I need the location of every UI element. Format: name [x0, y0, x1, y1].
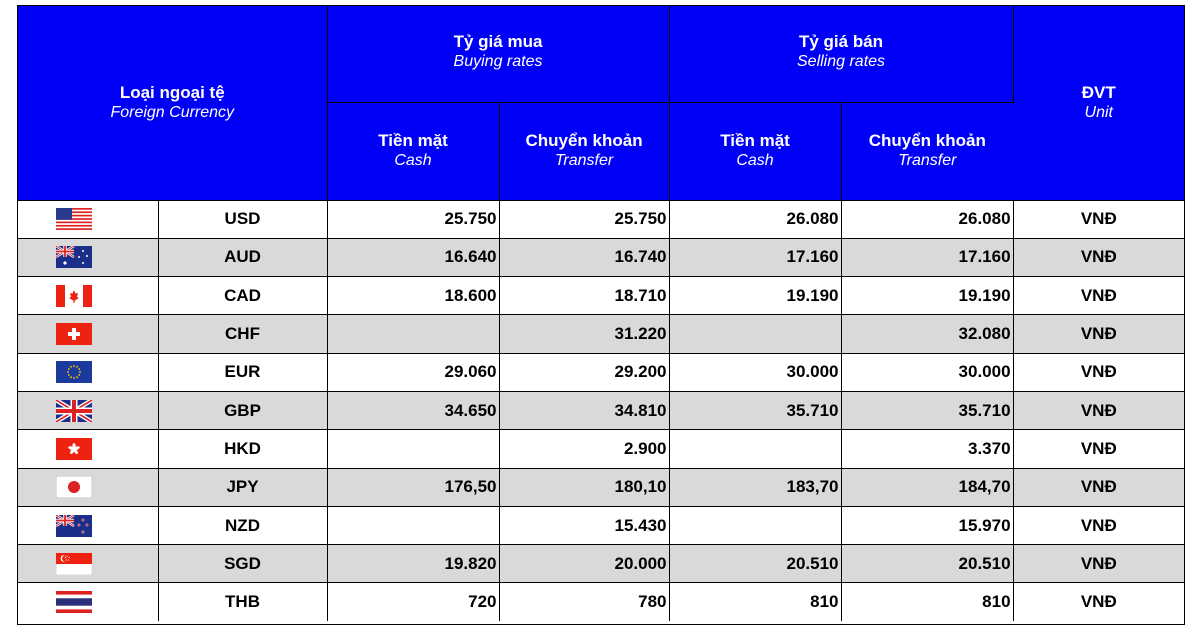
buy-transfer-value: 25.750 [499, 200, 669, 238]
header-unit-vi: ĐVT [1081, 82, 1116, 102]
header-buying-vi: Tỷ giá mua [453, 32, 543, 51]
header-sell-cash-vi: Tiền mặt [720, 131, 790, 150]
sell-transfer-value: 20.510 [841, 545, 1013, 583]
flag [18, 200, 158, 238]
sell-cash-value: 26.080 [669, 200, 841, 238]
table-row [18, 200, 1184, 238]
currency-code: NZD [158, 506, 327, 544]
header-currency-en: Foreign Currency [110, 103, 235, 121]
currency-code: JPY [158, 468, 327, 506]
unit-value: VNĐ [1013, 353, 1184, 391]
header-sell-cash-en: Cash [736, 152, 774, 169]
buy-cash-value: 176,50 [327, 468, 499, 506]
flag [18, 353, 158, 391]
flag [18, 277, 158, 315]
buy-cash-value: 720 [327, 583, 499, 621]
header-buying-en: Buying rates [453, 53, 543, 70]
sell-cash-value: 183,70 [669, 468, 841, 506]
flag [18, 430, 158, 468]
sell-transfer-value: 3.370 [841, 430, 1013, 468]
buy-transfer-value: 15.430 [499, 506, 669, 544]
buy-cash-value: 16.640 [327, 238, 499, 276]
ca-flag-icon [56, 285, 92, 307]
au-flag-icon [56, 246, 92, 268]
header-buy-transfer-en: Transfer [554, 152, 614, 169]
table-row [18, 315, 1184, 353]
header-buying-rates [327, 6, 669, 102]
header-sell-cash [669, 102, 841, 200]
sell-cash-value [669, 315, 841, 353]
header-buy-cash-en: Cash [394, 152, 432, 169]
exchange-rate-table-frame [17, 5, 1185, 625]
buy-cash-value [327, 506, 499, 544]
unit-value: VNĐ [1013, 506, 1184, 544]
currency-code: GBP [158, 391, 327, 429]
sell-cash-value [669, 430, 841, 468]
table-row [18, 430, 1184, 468]
buy-cash-value: 34.650 [327, 391, 499, 429]
header-buy-transfer-vi: Chuyển khoản [525, 131, 643, 150]
currency-code: AUD [158, 238, 327, 276]
header-sell-transfer [841, 102, 1013, 200]
header-selling-rates [669, 6, 1013, 102]
header-currency-vi: Loại ngoại tệ [119, 82, 225, 102]
header-unit [1013, 6, 1184, 200]
currency-code: CHF [158, 315, 327, 353]
buy-cash-value: 18.600 [327, 277, 499, 315]
header-selling-en: Selling rates [797, 53, 886, 70]
sell-cash-value: 19.190 [669, 277, 841, 315]
flag [18, 391, 158, 429]
sell-cash-value: 20.510 [669, 545, 841, 583]
sell-transfer-value: 26.080 [841, 200, 1013, 238]
buy-transfer-value: 180,10 [499, 468, 669, 506]
flag [18, 583, 158, 621]
unit-value: VNĐ [1013, 315, 1184, 353]
buy-cash-value: 19.820 [327, 545, 499, 583]
exchange-rate-table [18, 6, 1184, 621]
currency-code: USD [158, 200, 327, 238]
table-row [18, 583, 1184, 621]
sell-transfer-value: 17.160 [841, 238, 1013, 276]
currency-code: THB [158, 583, 327, 621]
unit-value: VNĐ [1013, 430, 1184, 468]
header-buy-cash-vi: Tiền mặt [378, 131, 448, 150]
sg-flag-icon [56, 553, 92, 575]
buy-cash-value: 25.750 [327, 200, 499, 238]
flag [18, 545, 158, 583]
sell-transfer-value: 19.190 [841, 277, 1013, 315]
header-sell-transfer-vi: Chuyển khoản [868, 131, 986, 150]
rate-rows [18, 200, 1184, 621]
sell-cash-value: 17.160 [669, 238, 841, 276]
currency-code: EUR [158, 353, 327, 391]
sell-cash-value [669, 506, 841, 544]
unit-value: VNĐ [1013, 545, 1184, 583]
table-row [18, 391, 1184, 429]
currency-code: SGD [158, 545, 327, 583]
unit-value: VNĐ [1013, 468, 1184, 506]
buy-transfer-value: 29.200 [499, 353, 669, 391]
unit-value: VNĐ [1013, 200, 1184, 238]
sell-transfer-value: 30.000 [841, 353, 1013, 391]
sell-cash-value: 810 [669, 583, 841, 621]
flag [18, 506, 158, 544]
table-row [18, 277, 1184, 315]
table-row [18, 353, 1184, 391]
header-buy-cash [327, 102, 499, 200]
table-row [18, 506, 1184, 544]
buy-transfer-value: 18.710 [499, 277, 669, 315]
buy-transfer-value: 2.900 [499, 430, 669, 468]
unit-value: VNĐ [1013, 391, 1184, 429]
table-row [18, 545, 1184, 583]
hk-flag-icon [56, 438, 92, 460]
buy-transfer-value: 34.810 [499, 391, 669, 429]
sell-transfer-value: 32.080 [841, 315, 1013, 353]
currency-code: HKD [158, 430, 327, 468]
header-buy-transfer [499, 102, 669, 200]
buy-cash-value [327, 315, 499, 353]
buy-cash-value [327, 430, 499, 468]
header-foreign-currency [18, 6, 327, 200]
nz-flag-icon [56, 515, 92, 537]
us-flag-icon [56, 208, 92, 230]
buy-transfer-value: 16.740 [499, 238, 669, 276]
sell-transfer-value: 184,70 [841, 468, 1013, 506]
buy-transfer-value: 20.000 [499, 545, 669, 583]
flag [18, 468, 158, 506]
sell-cash-value: 35.710 [669, 391, 841, 429]
sell-transfer-value: 810 [841, 583, 1013, 621]
eu-flag-icon [56, 361, 92, 383]
buy-cash-value: 29.060 [327, 353, 499, 391]
buy-transfer-value: 780 [499, 583, 669, 621]
ch-flag-icon [56, 323, 92, 345]
jp-flag-icon [56, 476, 92, 498]
sell-cash-value: 30.000 [669, 353, 841, 391]
sell-transfer-value: 35.710 [841, 391, 1013, 429]
th-flag-icon [56, 591, 92, 613]
unit-value: VNĐ [1013, 238, 1184, 276]
flag [18, 315, 158, 353]
header-sell-transfer-en: Transfer [898, 152, 957, 169]
table-row [18, 468, 1184, 506]
header-selling-vi: Tỷ giá bán [798, 32, 884, 51]
buy-transfer-value: 31.220 [499, 315, 669, 353]
header-unit-en: Unit [1084, 103, 1113, 121]
currency-code: CAD [158, 277, 327, 315]
gb-flag-icon [56, 400, 92, 422]
table-row [18, 238, 1184, 276]
flag [18, 238, 158, 276]
unit-value: VNĐ [1013, 277, 1184, 315]
sell-transfer-value: 15.970 [841, 506, 1013, 544]
unit-value: VNĐ [1080, 592, 1117, 612]
